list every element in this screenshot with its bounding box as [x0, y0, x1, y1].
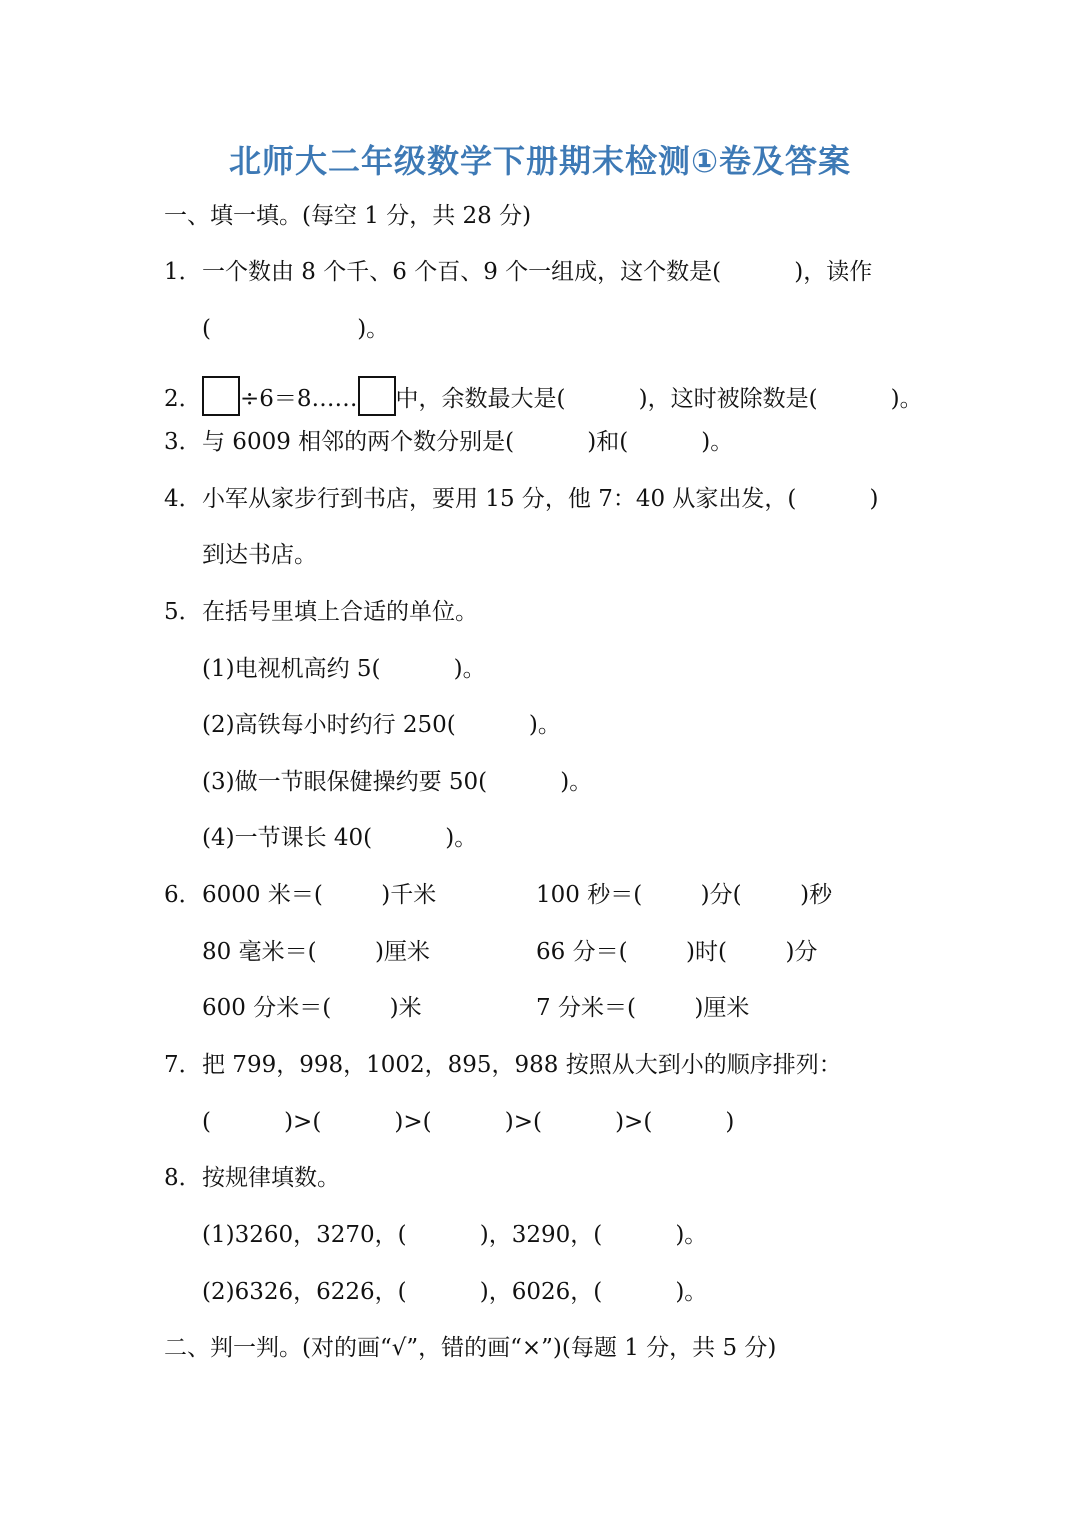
question-number: 1． — [164, 259, 202, 285]
question-2-expr: ÷6＝8…… — [240, 386, 358, 412]
page-title: 北师大二年级数学下册期末检测①卷及答案 — [228, 142, 852, 180]
remainder-box[interactable] — [358, 376, 396, 416]
question-8 — [164, 1162, 340, 1194]
question-7-answer: ( )>( )>( )>( )>( ) — [202, 1109, 735, 1135]
section-2-heading: 二、判一判。(对的画“√”，错的画“×”)(每题 1 分，共 5 分) — [164, 1335, 777, 1361]
question-8-item-2: (2)6326，6226，( )，6026，( )。 — [202, 1279, 708, 1305]
question-6-row-1 — [164, 879, 924, 911]
conversion-left-1: 6000 米＝( )千米 — [202, 882, 437, 908]
question-4-line-2: 到达书店。 — [202, 542, 317, 568]
question-1 — [164, 256, 872, 288]
question-7 — [164, 1049, 842, 1081]
question-8-text: 按规律填数。 — [202, 1165, 340, 1191]
dividend-box[interactable] — [202, 376, 240, 416]
question-5-text: 在括号里填上合适的单位。 — [202, 599, 478, 625]
question-number: 8． — [164, 1165, 202, 1191]
question-5-item-3: (3)做一节眼保健操约要 50( )。 — [202, 769, 593, 795]
conversion-left-2: 80 毫米＝( )厘米 — [202, 939, 431, 965]
conversion-right-3: 7 分米＝( )厘米 — [536, 995, 750, 1021]
question-3 — [164, 426, 733, 458]
question-4-text: 小军从家步行到书店，要用 15 分，他 7：40 从家出发，( ) — [202, 486, 879, 512]
question-5-item-1: (1)电视机高约 5( )。 — [202, 656, 486, 682]
question-number: 3． — [164, 429, 202, 455]
question-1-text: 一个数由 8 个千、6 个百、9 个一组成，这个数是( )，读作 — [202, 259, 873, 285]
conversion-left-3: 600 分米＝( )米 — [202, 995, 422, 1021]
question-number: 5． — [164, 599, 202, 625]
question-number: 7． — [164, 1052, 202, 1078]
question-1-line-2: ( )。 — [202, 316, 390, 342]
conversion-right-1: 100 秒＝( )分( )秒 — [536, 882, 833, 908]
question-number: 2． — [164, 386, 202, 412]
question-number: 4． — [164, 486, 202, 512]
question-7-text: 把 799，998，1002，895，988 按照从大到小的顺序排列： — [202, 1052, 842, 1078]
question-3-text: 与 6009 相邻的两个数分别是( )和( )。 — [202, 429, 734, 455]
question-number: 6． — [164, 882, 202, 908]
question-6-row-3 — [202, 992, 922, 1024]
question-6-row-2 — [202, 936, 922, 968]
question-2 — [164, 376, 923, 416]
section-1-heading: 一、填一填。(每空 1 分，共 28 分) — [164, 203, 532, 229]
question-2-text: 中，余数最大是( )，这时被除数是( )。 — [395, 386, 923, 412]
question-5 — [164, 596, 478, 628]
question-8-item-1: (1)3260，3270，( )，3290，( )。 — [202, 1222, 708, 1248]
question-5-item-4: (4)一节课长 40( )。 — [202, 825, 478, 851]
question-5-item-2: (2)高铁每小时约行 250( )。 — [202, 712, 561, 738]
conversion-right-2: 66 分＝( )时( )分 — [536, 939, 818, 965]
question-4 — [164, 483, 878, 515]
